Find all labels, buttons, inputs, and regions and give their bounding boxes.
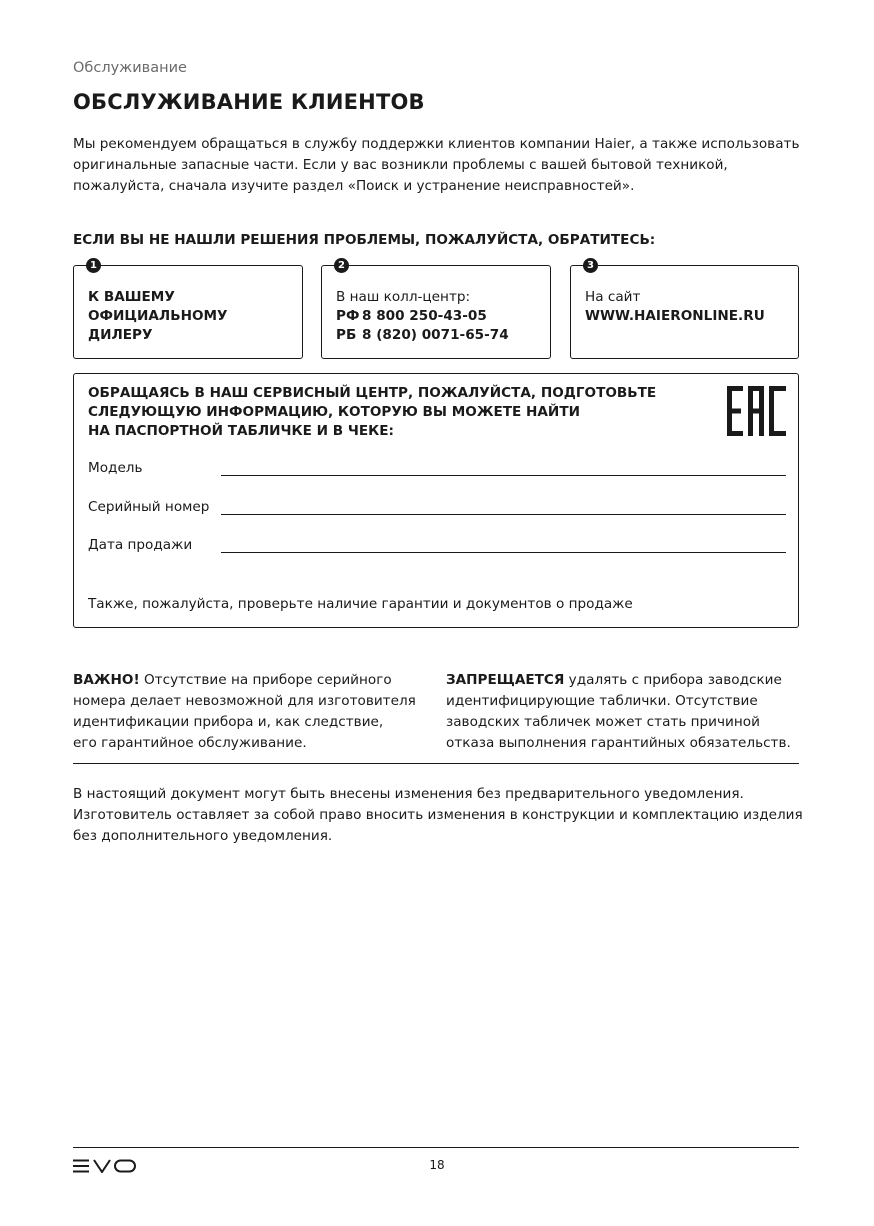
important-line: идентификации прибора и, как следствие, [73,714,384,730]
service-heading [88,384,656,441]
website-url: WWW.HAIERONLINE.RU [585,308,765,324]
service-note: Также, пожалуйста, проверьте наличие гарантии и документов о продаже [88,596,633,612]
service-heading-line: СЛЕДУЮЩУЮ ИНФОРМАЦИЮ, КОТОРУЮ ВЫ МОЖЕТЕ НАЙТИ [88,404,580,420]
forbidden-line: отказа выполнения гарантийных обязательств. [446,735,791,751]
model-field-label: Модель [88,460,143,476]
website-label: На сайт [585,289,641,305]
dealer-contact-box [73,260,303,359]
phone-number: 8 (820) 0071-65-74 [362,327,509,343]
disclaimer-line: Изготовитель оставляет за собой право вносить изменения в конструкции и комплектацию изделия [73,807,803,823]
phone-number: 8 800 250-43-05 [362,308,487,324]
important-line: его гарантийное обслуживание. [73,735,307,751]
serial-number-field-line[interactable] [221,514,786,515]
sale-date-field[interactable] [88,535,786,555]
step-number-badge: 3 [583,258,598,273]
disclaimer-line: без дополнительного уведомления. [73,828,333,844]
call-center-label: В наш колл-центр: [336,289,471,305]
eac-certification-icon [726,384,788,438]
serial-number-field[interactable] [88,497,786,517]
model-field[interactable] [88,458,786,478]
important-notice [73,670,416,754]
dealer-line: ДИЛЕРУ [88,327,153,343]
intro-line: пожалуйста, сначала изучите раздел «Поиск и устранение неисправностей». [73,178,635,194]
forbidden-notice [446,670,791,754]
intro-line: Мы рекомендуем обращаться в службу поддержки клиентов компании Haier, а также использовать [73,136,800,152]
website-contact-box [570,260,799,359]
phone-row-ru [336,307,509,326]
forbidden-label: ЗАПРЕЩАЕТСЯ [446,672,565,688]
dealer-line: ОФИЦИАЛЬНОМУ [88,308,228,324]
step-number-badge: 2 [334,258,349,273]
intro-line: оригинальные запасные части. Если у вас возникли проблемы с вашей бытовой техникой, [73,157,728,173]
country-code: РБ [336,327,357,343]
service-heading-line: ОБРАЩАЯСЬ В НАШ СЕРВИСНЫЙ ЦЕНТР, ПОЖАЛУЙСТА, ПОДГОТОВЬТЕ [88,385,657,401]
disclaimer-line: В настоящий документ могут быть внесены изменения без предварительного уведомления. [73,786,744,802]
dealer-line: К ВАШЕМУ [88,289,175,305]
service-info-box [73,373,799,628]
serial-number-field-label: Серийный номер [88,499,210,515]
step-number-badge: 1 [86,258,101,273]
important-label: ВАЖНО! [73,672,140,688]
disclaimer [73,784,803,847]
sale-date-field-label: Дата продажи [88,537,193,553]
divider [73,763,799,764]
contact-heading: ЕСЛИ ВЫ НЕ НАШЛИ РЕШЕНИЯ ПРОБЛЕМЫ, ПОЖАЛУЙСТА, ОБРАТИТЕСЬ: [73,232,656,248]
service-heading-line: НА ПАСПОРТНОЙ ТАБЛИЧКЕ И В ЧЕКЕ: [88,423,394,439]
forbidden-text: удалять с прибора заводские [564,672,782,688]
important-line: номера делает невозможной для изготовителя [73,693,416,709]
call-center-contact-box [321,260,551,359]
section-label: Обслуживание [73,60,187,76]
country-code: РФ [336,308,360,324]
forbidden-line: идентифицирующие таблички. Отсутствие [446,693,758,709]
phone-row-by [336,326,509,345]
sale-date-field-line[interactable] [221,552,786,553]
footer-divider [73,1147,799,1148]
page-number: 18 [429,1158,445,1172]
forbidden-line: заводских табличек может стать причиной [446,714,760,730]
intro-paragraph [73,134,803,197]
important-text: Отсутствие на приборе серийного [139,672,392,688]
model-field-line[interactable] [221,475,786,476]
page-title: ОБСЛУЖИВАНИЕ КЛИЕНТОВ [73,90,425,114]
